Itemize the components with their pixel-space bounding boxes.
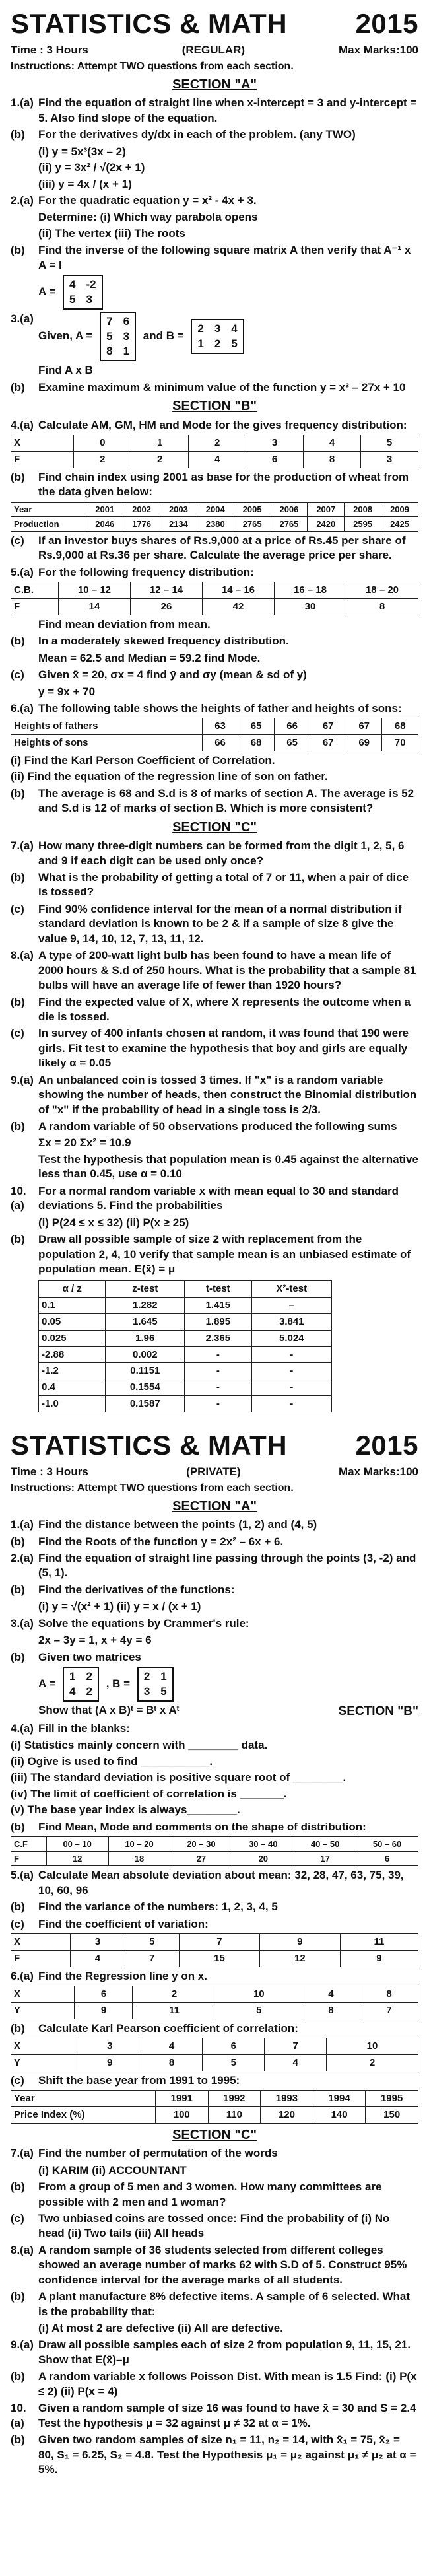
instructions: Instructions: Attempt TWO questions from each section.: [11, 1482, 294, 1494]
matrix-line: A = 1 2 4 2 , B = 2 1 3 5: [11, 1667, 418, 1702]
sub-part: (v) The base year index is always________.: [11, 1803, 240, 1817]
question: (c) Two unbiased coins are tossed once: Find the probability of (i) No head (ii) Two tails (iii) All heads: [11, 2211, 390, 2240]
table-row: C.B. 10 – 12 12 – 14 14 – 16 16 – 18 18 – 20: [11, 582, 418, 599]
sub-part: (iv) The limit of coefficient of correlation is _______.: [11, 1787, 287, 1800]
table-row: 0.1 1.282 1.415 –: [39, 1298, 332, 1314]
section-heading: SECTION "C": [172, 819, 257, 835]
question: 8.(a) A random sample of 36 students selected from different colleges showed an average number of marks 62 with S.D of 5. Construct 95% confidence interval for the average marks of all students.: [11, 2243, 407, 2286]
matrix: 7 6 5 3 8 1: [100, 312, 136, 361]
question: 2.(a) For the quadratic equation y = x² - 4x + 3.: [11, 194, 257, 207]
question: (b) Find the expected value of X, where X represents the outcome when a die is tossed.: [11, 995, 411, 1023]
sub-part: 2x – 3y = 1, x + 4y = 6: [38, 1634, 152, 1647]
question: 7.(a) How many three-digit numbers can be formed from the digit 1, 2, 5, 6 and 9 if each digit can be used only once?: [11, 839, 405, 867]
question: (b) For the derivatives dy/dx in each of the problem. (any TWO): [11, 128, 356, 141]
section-heading: SECTION "B": [172, 399, 257, 414]
question: (c) In survey of 400 infants chosen at random, it was found that 190 were girls. Fit test to examine the hypothesis that boy and girls are equally likely α = 0.05: [11, 1027, 409, 1070]
question: (c) Given x̄ = 20, σx = 4 find ȳ and σy (mean & sd of y): [11, 668, 307, 681]
sub-part: Test the hypothesis that population mean is 0.45 against the alternative less than 0.45, use α = 0.10: [38, 1152, 418, 1181]
question: (b) A random variable x follows Poisson Dist. With mean is 1.5 Find: (i) P(x ≤ 2) (ii) P(x = 4): [11, 2370, 417, 2398]
frequency-table: [11, 1836, 418, 1866]
section-heading: SECTION "C": [172, 2127, 257, 2142]
statistical-table: [38, 1280, 332, 1412]
question: 4.(a) Fill in the blanks:: [11, 1722, 130, 1735]
sub-part: Find mean deviation from mean.: [38, 617, 211, 631]
question: 6.(a) Find the Regression line y on x.: [11, 1969, 207, 1982]
table-row: Y 9 11 5 8 7: [11, 2002, 418, 2019]
paper-header: Time : 3 Hours (REGULAR) Max Marks:100: [11, 44, 418, 57]
question: (b) Find the Roots of the function y = 2x² – 6x + 6.: [11, 1535, 284, 1548]
question: (c) If an investor buys shares of Rs.9,000 at a price of Rs.45 per share of Rs.9,000 at Rs.36 per share. Calculate the average price per share.: [11, 534, 406, 562]
question: (b) Calculate Karl Pearson coefficient of correlation:: [11, 2021, 298, 2035]
question: (c) Shift the base year from 1991 to 1995:: [11, 2073, 240, 2087]
regression-table: [11, 1986, 418, 2019]
sub-part: Show that (A x B)ᵗ = Bᵗ x Aᵗ SECTION "B": [38, 1703, 418, 1718]
sub-part: y = 9x + 70: [38, 685, 96, 698]
paper-title: STATISTICS & MATH 2015: [11, 1429, 418, 1461]
question: 6.(a) The following table shows the heights of father and heights of sons:: [11, 701, 402, 714]
question: 5.(a) For the following frequency distribution:: [11, 565, 254, 578]
question: 1.(a) Find the equation of straight line when x-intercept = 3 and y-intercept = 5. Also find slope of the equation.: [11, 96, 417, 124]
table-row: F 12 18 27 20 17 6: [11, 1852, 418, 1866]
question: (c) Find 90% confidence interval for the mean of a normal distribution if standard deviation is known to be 2 & if a sample of size 8 give the value 9, 14, 10, 12, 7, 13, 11, 12.: [11, 902, 402, 945]
question: (b) Draw all possible sample of size 2 with replacement from the population 2, 4, 10 verify that sample mean is an unbiased estimate of population mean. E(x̄) = μ: [11, 1233, 411, 1275]
sub-part: (i) KARIM (ii) ACCOUNTANT: [38, 2163, 187, 2176]
table-row: X 6 2 10 4 8: [11, 1986, 418, 2003]
question: 1.(a) Find the distance between the points (1, 2) and (4, 5): [11, 1518, 317, 1531]
sub-part: Σx = 20 Σx² = 10.9: [38, 1136, 131, 1150]
table-row: Production 2046 1776 2134 2380 2765 2765 2420 2595 2425: [11, 516, 418, 531]
question: 9.(a) An unbalanced coin is tossed 3 times. If "x" is a random variable showing the number of heads, then construct the Binomial distribution of "x" if the probability of head in a single toss is 2/3.: [11, 1073, 417, 1116]
sub-part: (ii) y = 3x² / √(2x + 1): [38, 161, 145, 174]
table-row: Y 9 8 5 4 2: [11, 2055, 418, 2071]
sub-part: (ii) Find the equation of the regression line of son on father.: [11, 770, 328, 783]
question: (b) What is the probability of getting a total of 7 or 11, when a pair of dice is tossed?: [11, 871, 409, 899]
question: 2.(a) Find the equation of straight line passing through the points (3, -2) and (5, 1).: [11, 1552, 416, 1580]
table-header-row: α / z z-test t-test X²-test: [39, 1281, 332, 1298]
sub-part: (i) At most 2 are defective (ii) All are defective.: [38, 2322, 283, 2335]
question: 10.(a) Given a random sample of size 16 was found to have x̄ = 30 and S = 2.4 Test the hypothesis μ = 32 against μ ≠ 32 at α = 1%.: [11, 2402, 416, 2429]
question: 8.(a) A type of 200-watt light bulb has been found to have a mean life of 2000 hours & S.d of 250 hours. What is the probability that a sample 81 bulbs will have an average life of fewer than 1920 hours?: [11, 949, 416, 992]
question: (b) Find Mean, Mode and comments on the shape of distribution:: [11, 1820, 366, 1833]
question: 4.(a) Calculate AM, GM, HM and Mode for the gives frequency distribution:: [11, 418, 407, 431]
sub-part: Determine: (i) Which way parabola opens: [38, 211, 258, 224]
table-row: Heights of fathers 63 65 66 67 67 68: [11, 718, 418, 735]
table-row: F 14 26 42 30 8: [11, 598, 418, 615]
matrix: 1 2 4 2: [63, 1667, 99, 1702]
section-heading: SECTION "A": [172, 1498, 257, 1514]
sub-part: Mean = 62.5 and Median = 59.2 find Mode.: [38, 651, 261, 664]
question: (b) Examine maximum & minimum value of the function y = x³ – 27x + 10: [11, 380, 406, 394]
matrix: 4 -2 5 3: [63, 275, 103, 310]
sub-part: (i) P(24 ≤ x ≤ 32) (ii) P(x ≥ 25): [38, 1216, 189, 1229]
question: (b) Find the variance of the numbers: 1, 2, 3, 4, 5: [11, 1900, 278, 1914]
question: (b) A plant manufacture 8% defective items. A sample of 6 selected. What is the probability that:: [11, 2290, 411, 2318]
table-row: C.F 00 – 10 10 – 20 20 – 30 30 – 40 40 – 50 50 – 60: [11, 1837, 418, 1852]
production-table: [11, 502, 418, 532]
table-row: -1.0 0.1587 - -: [39, 1395, 332, 1412]
section-heading: SECTION "A": [172, 77, 257, 92]
table-row: -2.88 0.002 - -: [39, 1346, 332, 1363]
frequency-table: [11, 582, 418, 615]
question: (b) Find the inverse of the following square matrix A then verify that A⁻¹ x A = I: [11, 244, 411, 271]
matrix: 2 1 3 5: [137, 1667, 174, 1702]
sub-part: (iii) y = 4x / (x + 1): [38, 177, 132, 190]
table-row: X 3 5 7 9 11: [11, 1934, 418, 1951]
sub-part: (i) Find the Karl Person Coefficient of Correlation.: [11, 753, 275, 767]
question: 5.(a) Calculate Mean absolute deviation about mean: 32, 28, 47, 63, 75, 39, 10, 60, 96: [11, 1869, 404, 1897]
question: (c) Find the coefficient of variation:: [11, 1917, 209, 1930]
question: 3.(a) Solve the equations by Crammer's rule:: [11, 1617, 249, 1630]
matrix: 2 3 4 1 2 5: [191, 319, 244, 354]
table-row: F 4 7 15 12 9: [11, 1950, 418, 1967]
table-row: Heights of sons 66 68 65 67 69 70: [11, 735, 418, 751]
table-row: -1.2 0.1151 - -: [39, 1363, 332, 1379]
question: (b) A random variable of 50 observations produced the following sums: [11, 1120, 397, 1132]
frequency-table: [11, 435, 418, 468]
question: 3.(a) Given, A = 7 6 5 3 8 1 and B = 2 3 4 1 2 5: [11, 312, 418, 361]
question: (b) Find the derivatives of the functions:: [11, 1583, 235, 1596]
table-row: 0.05 1.645 1.895 3.841: [39, 1313, 332, 1330]
correlation-table: [11, 2038, 418, 2071]
table-row: Year 2001 2002 2003 2004 2005 2006 2007 2008 2009: [11, 502, 418, 516]
index-table: [11, 2090, 418, 2124]
question: (b) From a group of 5 men and 3 women. How many committees are possible with 2 men and 1 woman?: [11, 2180, 382, 2208]
table-row: X 3 4 6 7 10: [11, 2038, 418, 2055]
table-row: 0.025 1.96 2.365 5.024: [39, 1330, 332, 1346]
question: (b) In a moderately skewed frequency distribution.: [11, 635, 289, 648]
table-row: Price Index (%) 100 110 120 140 150: [11, 2107, 418, 2124]
sub-part: (i) y = 5x³(3x – 2): [38, 145, 126, 158]
question: 10.(a) For a normal random variable x with mean equal to 30 and standard deviations 5. Find the probabilities: [11, 1184, 399, 1212]
question: 9.(a) Draw all possible samples each of size 2 from population 9, 11, 15, 21. Show that E(x̄)–μ: [11, 2338, 411, 2366]
question: 7.(a) Find the number of permutation of the words: [11, 2147, 278, 2160]
question: (b) Given two matrices: [11, 1650, 141, 1663]
sub-part: Find A x B: [38, 364, 93, 377]
table-row: 0.4 0.1554 - -: [39, 1379, 332, 1396]
heights-table: [11, 718, 418, 751]
question: (b) Find chain index using 2001 as base for the production of wheat from the data given below:: [11, 470, 409, 499]
question: (b) The average is 68 and S.d is 8 of marks of section A. The average is 52 and S.d is 12 of marks of section B. Which is more consistent?: [11, 786, 414, 815]
sub-part: (i) Statistics mainly concern with ________ data.: [11, 1739, 268, 1752]
matrix-line: A = 4 -2 5 3: [11, 275, 418, 310]
table-row: F 2 2 4 6 8 3: [11, 451, 418, 468]
sub-part: (i) y = √(x² + 1) (ii) y = x / (x + 1): [38, 1600, 201, 1613]
sub-part: (ii) The vertex (iii) The roots: [38, 226, 185, 240]
question: (b) Given two random samples of size n₁ = 11, n₂ = 14, with x̄₁ = 75, x̄₂ = 80, S₁ = 6.25, S₂ = 4.8. Test the Hypothesis μ₁ = μ₂ against μ₁ ≠ μ₂ at α = 5%.: [11, 2433, 416, 2476]
instructions: Instructions: Attempt TWO questions from each section.: [11, 60, 294, 72]
table-row: X 0 1 2 3 4 5: [11, 435, 418, 452]
frequency-table: [11, 1933, 418, 1967]
sub-part: (ii) Ogive is used to find ___________.: [11, 1755, 213, 1768]
paper-title: STATISTICS & MATH 2015: [11, 8, 418, 39]
sub-part: (iii) The standard deviation is positive square root of ________.: [11, 1771, 346, 1784]
paper-header: Time : 3 Hours (PRIVATE) Max Marks:100: [11, 1465, 418, 1479]
table-row: Year 1991 1992 1993 1994 1995: [11, 2091, 418, 2107]
